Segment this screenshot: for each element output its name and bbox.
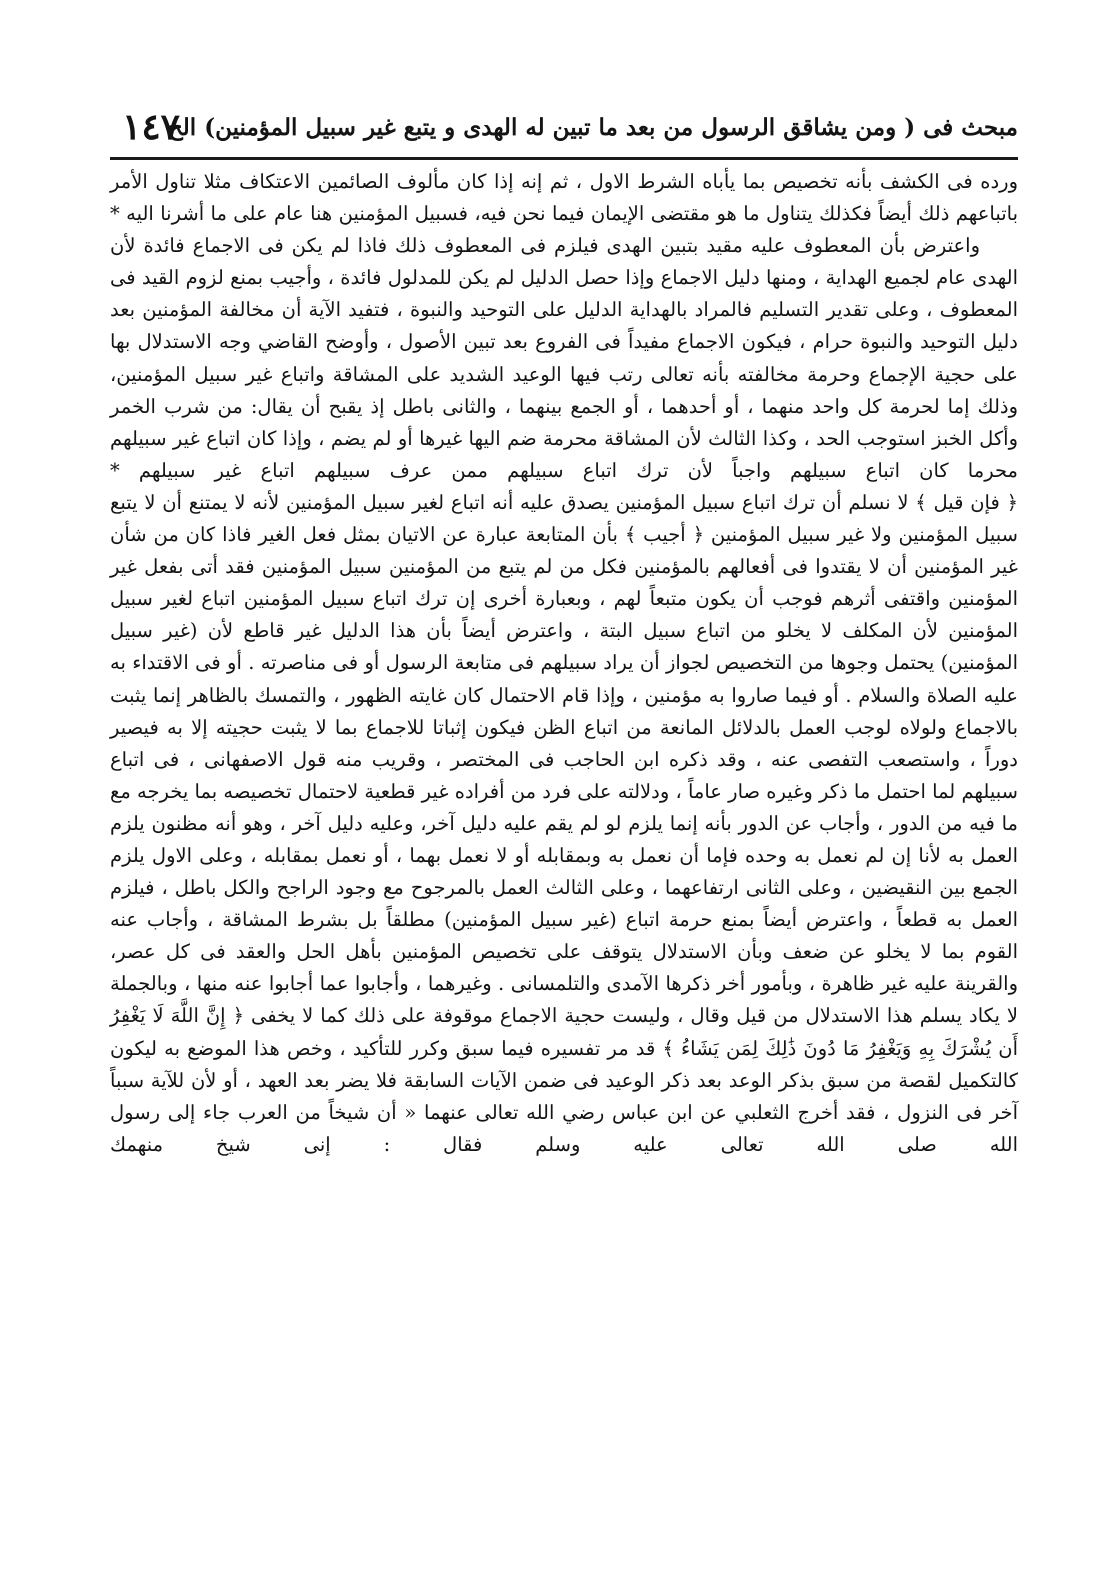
main-text <box>110 166 1018 1556</box>
page-number: ١٤٧ <box>122 106 181 148</box>
running-title: مبحث فى ( ومن يشاقق الرسول من بعد ما تبين له الهدى و يتبع غير سبيل المؤمنين) الخ <box>167 114 1018 141</box>
paragraph: ﴿ فإن قيل ﴾ لا نسلم أن ترك اتباع سبيل المؤمنين يصدق عليه أنه اتباع لغير سبيل المؤمنين لأنه لا يمتنع أن لا يتبع سبيل المؤمنين ولا غير سبيل المؤمنين ﴿ أجيب ﴾ بأن المتابعة عبارة عن الاتيان بمثل فعل الغير فاذا كان من شأن غير المؤمنين أن لا يقتدوا فى أفعالهم بالمؤمنين فكل من لم يتبع من المؤمنين سبيل المؤمنين فقد أتى بفعل غير المؤمنين واقتفى أثرهم فوجب أن يكون متبعاً لهم ، وبعبارة أخرى إن ترك اتباع سبيل المؤمنين اتباع لغير سبيل المؤمنين لأن المكلف لا يخلو من اتباع سبيل البتة ، واعترض أيضاً بأن هذا الدليل غير قاطع لأن (غير سبيل المؤمنين) يحتمل وجوها من التخصيص لجواز أن يراد سبيلهم فى متابعة الرسول أو فى مناصرته . أو فى الاقتداء به عليه الصلاة والسلام . أو فيما صاروا به مؤمنين ، وإذا قام الاحتمال كان غايته الظهور ، والتمسك بالظاهر إنما يثبت بالاجماع ولولاه لوجب العمل بالدلائل المانعة من اتباع الظن فيكون إثباتا للاجماع بما لا يثبت حجيته إلا به فيصير دوراً ، واستصعب التفصى عنه ، وقد ذكره ابن الحاجب فى المختصر ، وقريب منه قول الاصفهانى ، فى اتباع سبيلهم لما احتمل ما ذكر وغيره صار عاماً ، ودلالته على فرد من أفراده غير قطعية لاحتمال تخصيصه بما يخرجه مع ما فيه من الدور ، وأجاب عن الدور بأنه إنما يلزم لو لم يقم عليه دليل آخر، وعليه دليل آخر ، وهو أنه مظنون يلزم العمل به لأنا إن لم نعمل به وحده فإما أن نعمل به وبمقابله أو لا نعمل بهما ، أو نعمل بمقابله ، وعلى الاول يلزم الجمع بين النقيضين ، وعلى الثانى ارتفاعهما ، وعلى الثالث العمل بالمرجوح مع وجود الراجح والكل باطل ، فيلزم العمل به قطعاً ، واعترض أيضاً بمنع حرمة اتباع (غير سبيل المؤمنين) مطلقاً بل بشرط المشاقة ، وأجاب عنه القوم بما لا يخلو عن ضعف وبأن الاستدلال يتوقف على تخصيص المؤمنين بأهل الحل والعقد فى كل عصر، والقرينة عليه غير ظاهرة ، وبأمور أخر ذكرها الآمدى والتلمسانى . وغيرهما ، وأجابوا عما أجابوا عنه منها ، وبالجملة لا يكاد يسلم هذا الاستدلال من قيل وقال ، وليست حجية الاجماع موقوفة على ذلك كما لا يخفى ﴿ إِنَّ اللَّهَ لَا يَغْفِرُ أَن يُشْرَكَ بِهِ وَيَغْفِرُ مَا دُونَ ذَٰلِكَ لِمَن يَشَاءُ ﴾ قد مر تفسيره فيما سبق وكرر للتأكيد ، وخص هذا الموضع به ليكون كالتكميل لقصة من سبق بذكر الوعد بعد ذكر الوعيد فى ضمن الآيات السابقة فلا يضر بعد العهد ، أو لأن للآية سبباً آخر فى النزول ، فقد أخرج الثعلبي عن ابن عباس رضي الله تعالى عنهما « أن شيخاً من العرب جاء إلى رسول الله صلى الله تعالى عليه وسلم فقال : إنى شيخ منهمك <box>110 490 1018 1156</box>
paragraph: ورده فى الكشف بأنه تخصيص بما يأباه الشرط الاول ، ثم إنه إذا كان مألوف الصائمين الاعتكاف مثلا تناول الأمر باتباعهم ذلك أيضاً فكذلك يتناول ما هو مقتضى الإيمان فيما نحن فيه، فسبيل المؤمنين هنا عام على ما أشرنا اليه * <box>110 170 1018 226</box>
paragraph: واعترض بأن المعطوف عليه مقيد بتبين الهدى فيلزم فى المعطوف ذلك فاذا لم يكن فى الاجماع فائدة لأن الهدى عام لجميع الهداية ، ومنها دليل الاجماع وإذا حصل الدليل لم يكن للمدلول فائدة ، وأجيب بمنع لزوم القيد فى المعطوف ، وعلى تقدير التسليم فالمراد بالهداية الدليل على التوحيد والنبوة ، فتفيد الآية أن مخالفة المؤمنين بعد دليل التوحيد والنبوة حرام ، فيكون الاجماع مفيداً فى الفروع بعد تبين الأصول ، وأوضح القاضي وجه الاستدلال بها على حجية الإجماع وحرمة مخالفته بأنه تعالى رتب فيها الوعيد الشديد على المشاقة واتباع غير سبيل المؤمنين، وذلك إما لحرمة كل واحد منهما ، أو أحدهما ، أو الجمع بينهما ، والثانى باطل إذ يقبح أن يقال: من شرب الخمر وأكل الخبز استوجب الحد ، وكذا الثالث لأن المشاقة محرمة ضم اليها غيرها أو لم يضم ، وإذا كان اتباع غير سبيلهم محرما كان اتباع سبيلهم واجباً لأن ترك اتباع سبيلهم ممن عرف سبيلهم اتباع غير سبيلهم * <box>110 234 1018 482</box>
page-header <box>110 105 1018 153</box>
header-rule <box>110 157 1018 160</box>
